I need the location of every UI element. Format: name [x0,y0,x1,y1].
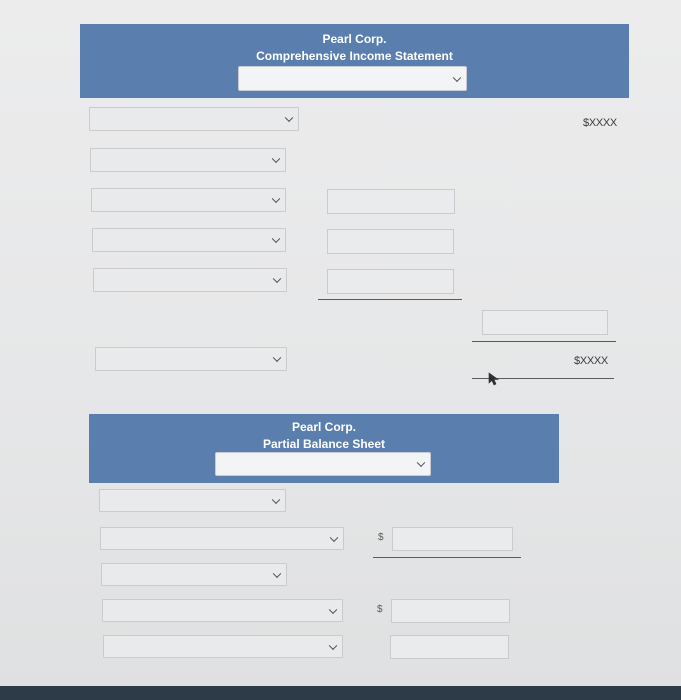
amount-input-4[interactable] [482,310,608,335]
income-statement-title: Comprehensive Income Statement [256,49,453,63]
currency-symbol-1: $ [378,532,384,543]
currency-symbol-2: $ [377,604,383,615]
account-select-2[interactable] [90,148,286,172]
account-select-5[interactable] [93,268,287,292]
bottom-bar [0,686,681,700]
income-statement-header [80,24,629,98]
balance-sheet-title: Partial Balance Sheet [262,437,386,451]
balance-account-select-3[interactable] [101,563,287,586]
subtotal-rule [318,299,462,300]
chevron-down-icon [285,114,293,122]
balance-sheet-period-select[interactable] [215,452,431,476]
chevron-down-icon [273,275,281,283]
balance-subtotal-rule [373,557,521,558]
chevron-down-icon [329,605,337,613]
amount-total-bottom: $XXXX [574,355,608,367]
account-select-6[interactable] [95,347,287,371]
balance-account-select-2[interactable] [100,527,344,550]
account-select-1[interactable] [89,107,299,131]
income-statement-company: Pearl Corp. [322,32,387,46]
amount-input-2[interactable] [327,229,454,254]
amount-input-1[interactable] [327,189,455,214]
total-rule [472,341,616,342]
balance-sheet-header [89,414,559,483]
chevron-down-icon [272,195,280,203]
account-select-4[interactable] [92,228,286,252]
balance-amount-input-2[interactable] [391,599,510,623]
mouse-pointer-icon [488,372,500,386]
balance-amount-input-1[interactable] [392,527,513,551]
chevron-down-icon [453,73,461,81]
chevron-down-icon [273,354,281,362]
balance-account-select-1[interactable] [99,489,286,512]
chevron-down-icon [272,495,280,503]
chevron-down-icon [329,641,337,649]
amount-total-top: $XXXX [583,117,617,129]
balance-account-select-4[interactable] [102,599,343,622]
balance-account-select-5[interactable] [103,635,343,658]
chevron-down-icon [272,155,280,163]
chevron-down-icon [273,569,281,577]
account-select-3[interactable] [91,188,286,212]
income-statement-period-select[interactable] [238,66,467,91]
balance-amount-input-3[interactable] [390,635,509,659]
balance-sheet-company: Pearl Corp. [291,420,357,434]
chevron-down-icon [330,533,338,541]
chevron-down-icon [272,235,280,243]
chevron-down-icon [417,459,425,467]
amount-input-3[interactable] [327,269,454,294]
